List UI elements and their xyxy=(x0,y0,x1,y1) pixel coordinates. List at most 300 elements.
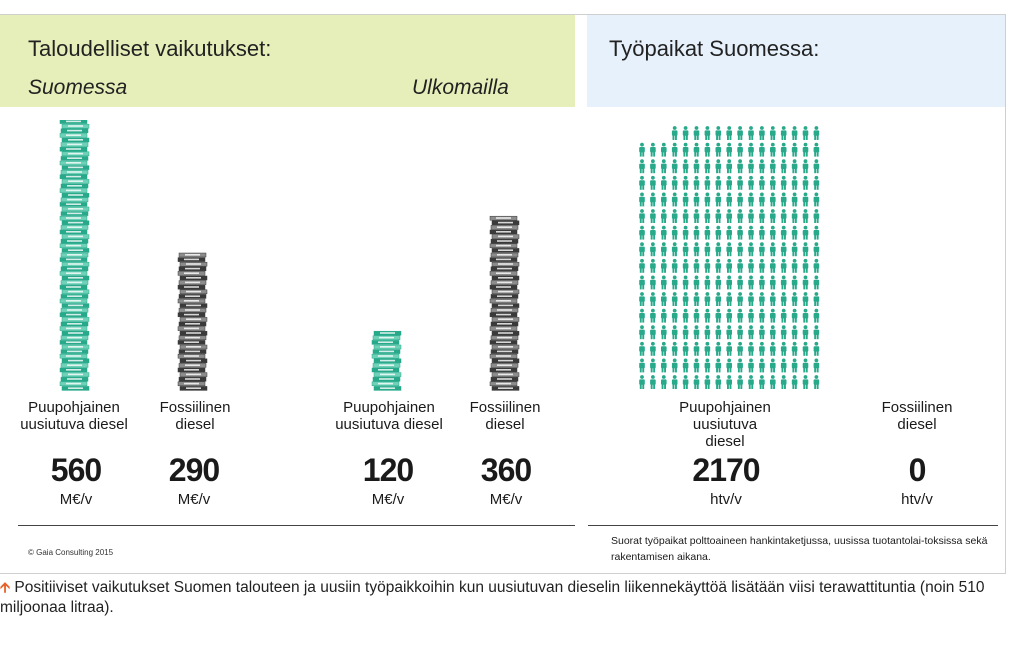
person-icon xyxy=(759,325,765,339)
banknote-detail xyxy=(186,332,201,334)
person-icon xyxy=(759,292,765,306)
person-icon xyxy=(694,325,700,339)
banknote-detail xyxy=(66,231,81,233)
person-icon xyxy=(639,159,645,173)
banknote-detail xyxy=(186,263,201,265)
banknote-detail xyxy=(66,134,81,136)
person-icon xyxy=(639,259,645,273)
person-icon xyxy=(694,226,700,240)
label-line: uusiutuva diesel xyxy=(335,416,443,433)
banknote-detail xyxy=(498,318,513,320)
banknote-detail xyxy=(184,300,199,302)
person-icon xyxy=(705,226,711,240)
person-icon xyxy=(726,143,732,157)
person-icon xyxy=(814,176,820,190)
banknote-detail xyxy=(498,387,513,389)
person-icon xyxy=(759,309,765,323)
banknote-detail xyxy=(498,346,513,348)
unit-abroad-renewable: M€/v xyxy=(371,491,405,508)
person-icon xyxy=(683,126,689,140)
person-icon xyxy=(803,292,809,306)
label-line: diesel xyxy=(705,433,745,450)
banknote-detail xyxy=(379,351,394,353)
person-icon xyxy=(770,176,776,190)
banknote-detail xyxy=(185,378,200,380)
person-icon xyxy=(694,259,700,273)
person-icon xyxy=(705,242,711,256)
banknote-detail xyxy=(67,378,82,380)
person-icon xyxy=(716,126,722,140)
person-icon xyxy=(661,292,667,306)
person-icon xyxy=(650,259,656,273)
person-icon xyxy=(650,309,656,323)
banknote-detail xyxy=(496,286,511,288)
person-icon xyxy=(759,226,765,240)
person-icon xyxy=(781,159,787,173)
banknote-detail xyxy=(378,369,393,371)
person-icon xyxy=(803,242,809,256)
unit-jobs-fossil: htv/v xyxy=(901,491,933,508)
person-icon xyxy=(661,325,667,339)
person-icon xyxy=(803,226,809,240)
person-icon xyxy=(737,209,743,223)
person-icon xyxy=(639,359,645,373)
person-icon xyxy=(737,259,743,273)
person-icon xyxy=(770,359,776,373)
person-icon xyxy=(781,309,787,323)
divider-right xyxy=(588,525,998,526)
banknote-detail xyxy=(185,337,200,339)
banknote-detail xyxy=(67,337,82,339)
person-icon xyxy=(683,209,689,223)
banknote-detail xyxy=(379,364,394,366)
banknote-detail xyxy=(68,346,83,348)
person-icon xyxy=(672,359,678,373)
value-abroad-renewable: 120 xyxy=(362,452,414,488)
person-icon xyxy=(694,309,700,323)
person-icon xyxy=(716,259,722,273)
unit-jobs-renewable: htv/v xyxy=(710,491,742,508)
banknote-detail xyxy=(497,337,512,339)
banknote-detail xyxy=(67,295,82,297)
value-domestic-fossil: 290 xyxy=(168,452,220,488)
banknote-detail xyxy=(66,245,81,247)
person-icon xyxy=(759,259,765,273)
banknote-detail xyxy=(496,272,511,274)
label-domestic-fossil xyxy=(125,399,265,433)
banknote-detail xyxy=(67,144,82,146)
person-icon xyxy=(705,193,711,207)
person-icon xyxy=(694,276,700,290)
banknote-detail xyxy=(67,351,82,353)
value-abroad-fossil: 360 xyxy=(480,452,532,488)
person-icon xyxy=(705,259,711,273)
domestic-subtitle: Suomessa xyxy=(28,76,128,99)
banknote-detail xyxy=(66,259,81,261)
banknote-detail xyxy=(185,268,200,270)
banknote-detail xyxy=(496,328,511,330)
person-icon xyxy=(781,276,787,290)
person-icon xyxy=(650,359,656,373)
person-icon xyxy=(737,176,743,190)
banknote-detail xyxy=(66,272,81,274)
person-icon xyxy=(770,242,776,256)
person-icon xyxy=(650,292,656,306)
person-icon xyxy=(781,143,787,157)
person-icon xyxy=(781,176,787,190)
banknote-detail xyxy=(67,130,82,132)
person-icon xyxy=(694,126,700,140)
banknote-detail xyxy=(496,217,511,219)
person-icon xyxy=(683,325,689,339)
banknote-detail xyxy=(66,162,81,164)
person-icon xyxy=(748,325,754,339)
person-icon xyxy=(661,159,667,173)
person-icon xyxy=(639,292,645,306)
label-line: uusiutuva xyxy=(692,416,758,433)
banknote-detail xyxy=(496,300,511,302)
person-icon xyxy=(672,276,678,290)
banknote-detail xyxy=(67,199,82,201)
person-icon xyxy=(770,226,776,240)
person-icon xyxy=(737,375,743,389)
person-icon xyxy=(705,209,711,223)
person-icon xyxy=(759,126,765,140)
person-icon xyxy=(716,209,722,223)
jobs-pictogram xyxy=(636,124,820,392)
economic-title: Taloudelliset vaikutukset: xyxy=(28,36,272,61)
person-icon xyxy=(814,309,820,323)
banknote-detail xyxy=(497,226,512,228)
person-icon xyxy=(781,325,787,339)
banknote-detail xyxy=(378,383,393,385)
person-icon xyxy=(639,276,645,290)
person-icon xyxy=(759,375,765,389)
person-icon xyxy=(650,176,656,190)
person-icon xyxy=(814,259,820,273)
banknote-detail xyxy=(186,277,201,279)
person-icon xyxy=(705,359,711,373)
person-icon xyxy=(716,159,722,173)
person-icon xyxy=(814,159,820,173)
banknote-detail xyxy=(498,222,513,224)
banknote-detail xyxy=(379,378,394,380)
person-icon xyxy=(737,325,743,339)
person-icon xyxy=(781,209,787,223)
unit-domestic-renewable: M€/v xyxy=(59,491,93,508)
person-icon xyxy=(814,209,820,223)
person-icon xyxy=(770,325,776,339)
banknote-detail xyxy=(68,167,83,169)
person-icon xyxy=(737,226,743,240)
person-icon xyxy=(661,309,667,323)
person-icon xyxy=(726,276,732,290)
banknote-detail xyxy=(184,314,199,316)
person-icon xyxy=(672,259,678,273)
person-icon xyxy=(737,276,743,290)
person-icon xyxy=(650,342,656,356)
banknote-detail xyxy=(186,374,201,376)
person-icon xyxy=(814,143,820,157)
person-icon xyxy=(759,359,765,373)
person-icon xyxy=(748,126,754,140)
person-icon xyxy=(803,209,809,223)
person-icon xyxy=(705,159,711,173)
jobs-footnote: Suorat työpaikat polttoaineen hankintaketjussa, uusissa tuotantolai-toksissa sekä rakentamisen aikana. xyxy=(611,535,988,563)
person-icon xyxy=(672,375,678,389)
label-line: Fossiilinen xyxy=(881,399,953,416)
person-icon xyxy=(770,309,776,323)
banknote-detail xyxy=(380,332,395,334)
person-icon xyxy=(650,242,656,256)
person-icon xyxy=(716,292,722,306)
person-icon xyxy=(726,176,732,190)
value-domestic-renewable: 560 xyxy=(50,452,102,488)
person-icon xyxy=(748,375,754,389)
banknote-detail xyxy=(67,213,82,215)
bar-abroad-fossil xyxy=(488,120,522,392)
person-icon xyxy=(650,159,656,173)
bar-domestic-renewable xyxy=(58,120,92,392)
person-icon xyxy=(803,193,809,207)
person-icon xyxy=(683,292,689,306)
person-icon xyxy=(639,342,645,356)
person-icon xyxy=(737,143,743,157)
label-jobs-fossil xyxy=(847,399,987,433)
banknote-detail xyxy=(186,346,201,348)
banknote-detail xyxy=(66,176,81,178)
banknote-detail xyxy=(67,240,82,242)
unit-domestic-fossil: M€/v xyxy=(177,491,211,508)
banknote-detail xyxy=(185,364,200,366)
person-icon xyxy=(792,325,798,339)
label-line: Fossiilinen xyxy=(469,399,541,416)
banknote-detail xyxy=(498,360,513,362)
person-icon xyxy=(661,176,667,190)
person-icon xyxy=(803,359,809,373)
label-line: diesel xyxy=(175,416,215,433)
person-icon xyxy=(661,259,667,273)
person-icon xyxy=(672,325,678,339)
person-icon xyxy=(770,126,776,140)
person-icon xyxy=(737,159,743,173)
person-icon xyxy=(814,126,820,140)
person-icon xyxy=(814,359,820,373)
person-icon xyxy=(683,259,689,273)
person-icon xyxy=(770,193,776,207)
person-icon xyxy=(792,176,798,190)
person-icon xyxy=(770,259,776,273)
person-icon xyxy=(770,143,776,157)
banknote-detail xyxy=(66,314,81,316)
person-icon xyxy=(672,226,678,240)
person-icon xyxy=(661,226,667,240)
person-icon xyxy=(803,309,809,323)
banknote-detail xyxy=(68,263,83,265)
banknote-detail xyxy=(378,355,393,357)
person-icon xyxy=(672,176,678,190)
person-icon xyxy=(770,209,776,223)
person-icon xyxy=(716,176,722,190)
person-icon xyxy=(650,226,656,240)
person-icon xyxy=(661,359,667,373)
banknote-detail xyxy=(68,374,83,376)
banknote-detail xyxy=(497,309,512,311)
person-icon xyxy=(661,375,667,389)
person-icon xyxy=(803,325,809,339)
banknote-detail xyxy=(496,245,511,247)
banknote-detail xyxy=(184,259,199,261)
person-icon xyxy=(792,359,798,373)
banknote-detail xyxy=(184,383,199,385)
banknote-detail xyxy=(66,341,81,343)
banknote-detail xyxy=(185,351,200,353)
person-icon xyxy=(639,176,645,190)
person-icon xyxy=(683,276,689,290)
person-icon xyxy=(639,375,645,389)
person-icon xyxy=(726,309,732,323)
person-icon xyxy=(694,359,700,373)
person-icon xyxy=(694,342,700,356)
person-icon xyxy=(683,342,689,356)
person-icon xyxy=(792,292,798,306)
person-icon xyxy=(650,276,656,290)
banknote-detail xyxy=(498,263,513,265)
person-icon xyxy=(705,292,711,306)
banknote-detail xyxy=(66,369,81,371)
person-icon xyxy=(759,242,765,256)
abroad-subtitle: Ulkomailla xyxy=(412,76,509,99)
person-icon xyxy=(781,292,787,306)
person-icon xyxy=(661,209,667,223)
person-icon xyxy=(792,159,798,173)
person-icon xyxy=(748,309,754,323)
person-icon xyxy=(694,292,700,306)
banknote-detail xyxy=(66,190,81,192)
banknote-detail xyxy=(68,318,83,320)
person-icon xyxy=(737,242,743,256)
person-icon xyxy=(748,193,754,207)
banknote-detail xyxy=(68,236,83,238)
person-icon xyxy=(672,342,678,356)
person-icon xyxy=(814,276,820,290)
person-icon xyxy=(716,242,722,256)
person-icon xyxy=(781,375,787,389)
label-line: Puupohjainen xyxy=(679,399,771,416)
banknote-detail xyxy=(185,295,200,297)
label-jobs-renewable xyxy=(655,399,795,450)
banknote-detail xyxy=(497,364,512,366)
banknote-detail xyxy=(184,328,199,330)
person-icon xyxy=(814,193,820,207)
banknote-detail xyxy=(68,180,83,182)
banknote-detail xyxy=(68,305,83,307)
person-icon xyxy=(694,176,700,190)
banknote-detail xyxy=(66,286,81,288)
person-icon xyxy=(683,375,689,389)
banknote-detail xyxy=(496,341,511,343)
banknote-detail xyxy=(68,360,83,362)
banknote-detail xyxy=(498,332,513,334)
person-icon xyxy=(639,143,645,157)
person-icon xyxy=(737,309,743,323)
person-icon xyxy=(716,226,722,240)
person-icon xyxy=(639,193,645,207)
person-icon xyxy=(759,342,765,356)
person-icon xyxy=(748,242,754,256)
person-icon xyxy=(748,259,754,273)
banknote-detail xyxy=(184,286,199,288)
banknote-detail xyxy=(68,291,83,293)
person-icon xyxy=(814,325,820,339)
person-icon xyxy=(781,226,787,240)
banknote-detail xyxy=(184,355,199,357)
person-icon xyxy=(661,276,667,290)
person-icon xyxy=(672,209,678,223)
banknote-detail xyxy=(67,254,82,256)
person-icon xyxy=(814,242,820,256)
banknote-detail xyxy=(185,323,200,325)
person-icon xyxy=(716,143,722,157)
person-icon xyxy=(694,375,700,389)
person-icon xyxy=(803,375,809,389)
person-icon xyxy=(661,193,667,207)
banknote-detail xyxy=(185,282,200,284)
banknote-detail xyxy=(497,378,512,380)
label-line: Puupohjainen xyxy=(28,399,120,416)
banknote-detail xyxy=(68,249,83,251)
person-icon xyxy=(726,325,732,339)
person-icon xyxy=(726,359,732,373)
person-icon xyxy=(770,159,776,173)
person-icon xyxy=(639,209,645,223)
person-icon xyxy=(814,342,820,356)
banknote-detail xyxy=(68,277,83,279)
banknote-detail xyxy=(67,309,82,311)
person-icon xyxy=(781,359,787,373)
person-icon xyxy=(705,342,711,356)
person-icon xyxy=(716,276,722,290)
person-icon xyxy=(726,193,732,207)
person-icon xyxy=(770,342,776,356)
person-icon xyxy=(792,209,798,223)
person-icon xyxy=(661,242,667,256)
value-jobs-fossil: 0 xyxy=(908,452,926,488)
banknote-detail xyxy=(68,125,83,127)
banknote-detail xyxy=(380,360,395,362)
banknote-detail xyxy=(496,231,511,233)
person-icon xyxy=(748,159,754,173)
banknote-detail xyxy=(497,268,512,270)
label-line: diesel xyxy=(485,416,525,433)
banknote-detail xyxy=(185,309,200,311)
banknote-detail xyxy=(496,355,511,357)
label-line: Puupohjainen xyxy=(343,399,435,416)
person-icon xyxy=(705,325,711,339)
person-icon xyxy=(803,259,809,273)
caption-text: Positiiviset vaikutukset Suomen talouteen ja uusiin työpaikkoihin kun uusiutuvan dieselin liikennekäyttöä lisätään viisi terawattituntia (noin 510 miljoonaa litraa). xyxy=(0,579,985,616)
person-icon xyxy=(781,193,787,207)
person-icon xyxy=(705,143,711,157)
banknote-detail xyxy=(496,259,511,261)
person-icon xyxy=(683,176,689,190)
person-icon xyxy=(694,242,700,256)
person-icon xyxy=(705,126,711,140)
person-icon xyxy=(759,276,765,290)
person-icon xyxy=(737,359,743,373)
person-icon xyxy=(814,375,820,389)
person-icon xyxy=(770,375,776,389)
